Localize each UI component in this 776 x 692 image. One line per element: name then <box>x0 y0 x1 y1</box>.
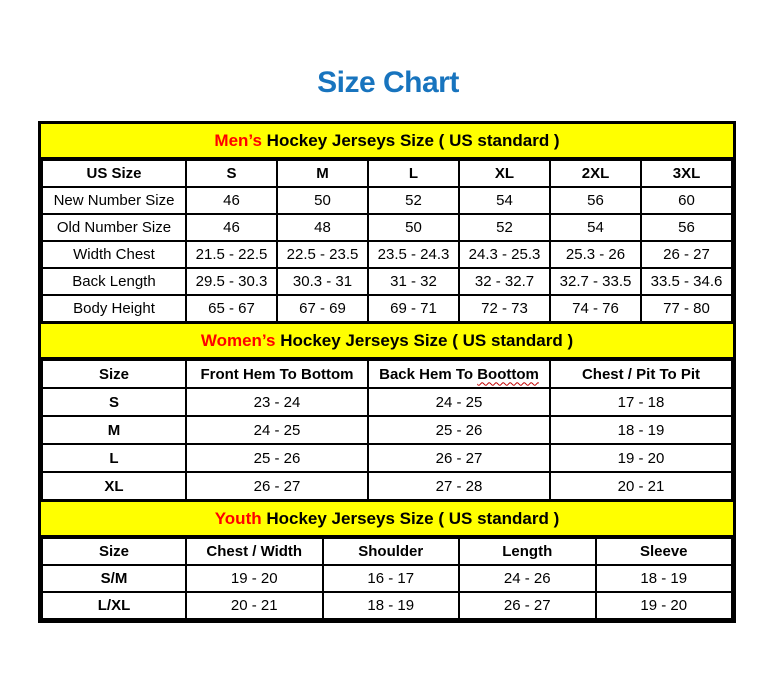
size-value-cell: 65 - 67 <box>186 295 277 322</box>
size-value-cell: 25.3 - 26 <box>550 241 641 268</box>
row-label: S <box>42 388 186 416</box>
section-mens <box>41 124 733 323</box>
size-value-cell: 16 - 17 <box>323 565 460 592</box>
size-value-cell: 29.5 - 30.3 <box>186 268 277 295</box>
size-value-cell: 25 - 26 <box>368 416 550 444</box>
size-value-cell: 67 - 69 <box>277 295 368 322</box>
header-row <box>42 160 732 187</box>
size-value-cell: 19 - 20 <box>550 444 732 472</box>
table-row <box>42 268 732 295</box>
section-womens <box>41 323 733 501</box>
size-value-cell: 46 <box>186 187 277 214</box>
column-header: Chest / Pit To Pit <box>550 360 732 388</box>
womens-size-table <box>41 359 733 501</box>
size-value-cell: 20 - 21 <box>186 592 323 619</box>
column-header: 3XL <box>641 160 732 187</box>
size-value-cell: 24.3 - 25.3 <box>459 241 550 268</box>
table-row <box>42 214 732 241</box>
youth-section-heading <box>41 501 733 537</box>
size-value-cell: 19 - 20 <box>186 565 323 592</box>
table-row <box>42 187 732 214</box>
size-value-cell: 77 - 80 <box>641 295 732 322</box>
column-header: Front Hem To Bottom <box>186 360 368 388</box>
size-value-cell: 22.5 - 23.5 <box>277 241 368 268</box>
size-value-cell: 21.5 - 22.5 <box>186 241 277 268</box>
size-chart <box>38 121 736 623</box>
table-row <box>42 472 732 500</box>
row-label: L <box>42 444 186 472</box>
size-value-cell: 24 - 25 <box>368 388 550 416</box>
size-value-cell: 31 - 32 <box>368 268 459 295</box>
size-value-cell: 26 - 27 <box>186 472 368 500</box>
size-value-cell: 54 <box>459 187 550 214</box>
size-value-cell: 60 <box>641 187 732 214</box>
size-value-cell: 52 <box>459 214 550 241</box>
header-row <box>42 360 732 388</box>
size-value-cell: 25 - 26 <box>186 444 368 472</box>
size-value-cell: 23 - 24 <box>186 388 368 416</box>
size-value-cell: 32.7 - 33.5 <box>550 268 641 295</box>
youth-size-table <box>41 537 733 620</box>
row-label: L/XL <box>42 592 186 619</box>
size-value-cell: 72 - 73 <box>459 295 550 322</box>
size-value-cell: 50 <box>277 187 368 214</box>
column-header: Back Hem To Boottom <box>368 360 550 388</box>
size-value-cell: 17 - 18 <box>550 388 732 416</box>
size-value-cell: 20 - 21 <box>550 472 732 500</box>
column-header: M <box>277 160 368 187</box>
size-value-cell: 26 - 27 <box>368 444 550 472</box>
misspelled-word: Boottom <box>477 365 539 383</box>
column-header: S <box>186 160 277 187</box>
row-label: M <box>42 416 186 444</box>
table-row <box>42 295 732 322</box>
size-value-cell: 54 <box>550 214 641 241</box>
size-value-cell: 48 <box>277 214 368 241</box>
mens-heading-rest: Hockey Jerseys Size ( US standard ) <box>261 131 560 150</box>
column-header: Shoulder <box>323 538 460 565</box>
header-row <box>42 538 732 565</box>
size-value-cell: 26 - 27 <box>459 592 596 619</box>
size-value-cell: 69 - 71 <box>368 295 459 322</box>
size-value-cell: 27 - 28 <box>368 472 550 500</box>
table-row <box>42 444 732 472</box>
size-value-cell: 56 <box>550 187 641 214</box>
column-header: Sleeve <box>596 538 733 565</box>
row-label: XL <box>42 472 186 500</box>
table-row <box>42 388 732 416</box>
size-value-cell: 30.3 - 31 <box>277 268 368 295</box>
size-value-cell: 32 - 32.7 <box>459 268 550 295</box>
womens-heading-rest: Hockey Jerseys Size ( US standard ) <box>275 331 574 350</box>
size-value-cell: 26 - 27 <box>641 241 732 268</box>
size-value-cell: 24 - 25 <box>186 416 368 444</box>
column-header: 2XL <box>550 160 641 187</box>
row-label: Body Height <box>42 295 186 322</box>
womens-section-heading <box>41 323 733 359</box>
table-row <box>42 241 732 268</box>
column-header: Size <box>42 538 186 565</box>
row-label: Old Number Size <box>42 214 186 241</box>
mens-size-table <box>41 159 733 323</box>
size-value-cell: 33.5 - 34.6 <box>641 268 732 295</box>
row-label: New Number Size <box>42 187 186 214</box>
youth-heading-rest: Hockey Jerseys Size ( US standard ) <box>261 509 560 528</box>
table-row <box>42 416 732 444</box>
size-value-cell: 18 - 19 <box>550 416 732 444</box>
size-value-cell: 18 - 19 <box>323 592 460 619</box>
row-label: Width Chest <box>42 241 186 268</box>
size-value-cell: 23.5 - 24.3 <box>368 241 459 268</box>
page-title: Size Chart <box>317 66 459 99</box>
youth-heading-highlight: Youth <box>214 509 262 528</box>
size-value-cell: 46 <box>186 214 277 241</box>
row-label: S/M <box>42 565 186 592</box>
table-row <box>42 592 732 619</box>
mens-heading-highlight: Men’s <box>214 131 262 150</box>
size-value-cell: 18 - 19 <box>596 565 733 592</box>
size-value-cell: 52 <box>368 187 459 214</box>
table-row <box>42 565 732 592</box>
mens-section-heading <box>41 124 733 159</box>
size-value-cell: 74 - 76 <box>550 295 641 322</box>
row-label: Back Length <box>42 268 186 295</box>
column-header: Size <box>42 360 186 388</box>
size-value-cell: 56 <box>641 214 732 241</box>
womens-heading-highlight: Women’s <box>200 331 276 350</box>
size-value-cell: 50 <box>368 214 459 241</box>
column-header: XL <box>459 160 550 187</box>
size-value-cell: 24 - 26 <box>459 565 596 592</box>
column-header: Chest / Width <box>186 538 323 565</box>
size-value-cell: 19 - 20 <box>596 592 733 619</box>
column-header: US Size <box>42 160 186 187</box>
column-header: Length <box>459 538 596 565</box>
column-header: L <box>368 160 459 187</box>
section-youth <box>41 501 733 620</box>
